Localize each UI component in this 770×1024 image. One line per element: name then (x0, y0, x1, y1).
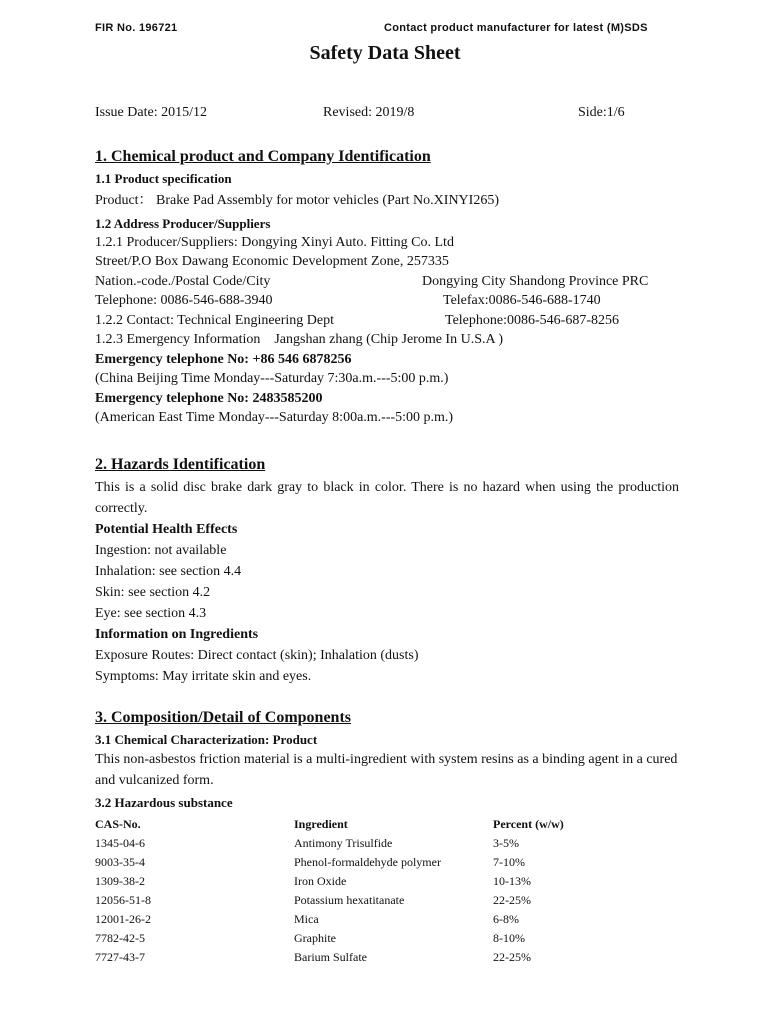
document-title: Safety Data Sheet (309, 42, 461, 64)
section-2 (95, 455, 679, 687)
ingredient-cell: Barium Sulfate (294, 950, 367, 964)
percent-cell: 22-25% (493, 950, 531, 964)
contact-line: 1.2.2 Contact: Technical Engineering Dept (95, 312, 335, 328)
column-header-cas: CAS-No. (95, 817, 141, 831)
product-line: Product： Brake Pad Assembly for motor vehicles (Part No.XINYI265) (95, 193, 499, 208)
percent-cell: 8-10% (493, 931, 525, 945)
cas-cell: 12001-26-2 (95, 912, 151, 926)
table-row (95, 948, 564, 967)
producer-line: 1.2.1 Producer/Suppliers: Dongying Xinyi Auto. Fitting Co. Ltd (95, 234, 454, 250)
cas-cell: 1345-04-6 (95, 836, 145, 850)
emergency-hours-1: (China Beijing Time Monday---Saturday 7:30a.m.---5:00 p.m.) (95, 371, 449, 386)
column-header-ingredient: Ingredient (294, 817, 348, 831)
percent-cell: 10-13% (493, 874, 531, 888)
skin-line: Skin: see section 4.2 (95, 585, 211, 600)
percent-cell: 7-10% (493, 855, 525, 869)
table-row (95, 834, 564, 853)
issue-date: Issue Date: 2015/12 (95, 105, 207, 120)
ingredient-cell: Mica (294, 912, 319, 926)
cas-cell: 12056-51-8 (95, 893, 151, 907)
fir-number: FIR No. 196721 (95, 22, 178, 34)
telefax-line: Telefax:0086-546-688-1740 (443, 293, 601, 308)
table-row (95, 891, 564, 910)
inhalation-line: Inhalation: see section 4.4 (95, 564, 242, 579)
section-3 (95, 708, 679, 967)
nation-label: Nation.-code./Postal Code/City (95, 273, 271, 289)
section-2-heading: 2. Hazards Identification (95, 456, 266, 473)
composition-description: This non-asbestos friction material is a multi-ingredient with system resins as a binding agent in a cured and vulcanized form. (95, 752, 678, 788)
cas-cell: 1309-38-2 (95, 874, 145, 888)
eye-line: Eye: see section 4.3 (95, 606, 207, 621)
table-row (95, 910, 564, 929)
city-value: Dongying City Shandong Province PRC (422, 273, 649, 289)
hazard-intro: This is a solid disc brake dark gray to black in color. There is no hazard when using the production correctly. (95, 480, 679, 516)
emergency-info-line: 1.2.3 Emergency Information Jangshan zhang (Chip Jerome In U.S.A ) (95, 332, 503, 347)
contact-note: Contact product manufacturer for latest (M)SDS (384, 22, 648, 34)
table-header-row (95, 815, 564, 834)
percent-cell: 3-5% (493, 836, 519, 850)
ingredients-info-heading: Information on Ingredients (95, 627, 259, 642)
ingredient-cell: Phenol-formaldehyde polymer (294, 855, 441, 869)
section-3-heading: 3. Composition/Detail of Components (95, 709, 352, 726)
health-effects-heading: Potential Health Effects (95, 522, 238, 537)
ingredient-cell: Antimony Trisulfide (294, 836, 393, 850)
address-heading: 1.2 Address Producer/Suppliers (95, 215, 271, 231)
substance-table (95, 815, 564, 967)
ingestion-line: Ingestion: not available (95, 543, 227, 558)
revised-date: Revised: 2019/8 (323, 105, 415, 120)
cas-cell: 7727-43-7 (95, 950, 145, 964)
ingredient-cell: Potassium hexatitanate (294, 893, 405, 907)
telephone-line: Telephone: 0086-546-688-3940 (95, 293, 273, 308)
contact-phone: Telephone:0086-546-687-8256 (445, 312, 619, 328)
table-row (95, 872, 564, 891)
exposure-routes-line: Exposure Routes: Direct contact (skin); Inhalation (dusts) (95, 648, 419, 663)
section-1 (95, 147, 679, 428)
symptoms-line: Symptoms: May irritate skin and eyes. (95, 669, 312, 684)
ingredient-cell: Iron Oxide (294, 874, 347, 888)
emergency-phone-1: Emergency telephone No: +86 546 6878256 (95, 351, 352, 367)
emergency-hours-2: (American East Time Monday---Saturday 8:00a.m.---5:00 p.m.) (95, 410, 454, 425)
cas-cell: 9003-35-4 (95, 855, 145, 869)
percent-cell: 6-8% (493, 912, 519, 926)
street-line: Street/P.O Box Dawang Economic Development Zone, 257335 (95, 254, 449, 269)
percent-cell: 22-25% (493, 893, 531, 907)
product-spec-heading: 1.1 Product specification (95, 171, 232, 186)
column-header-percent: Percent (w/w) (493, 817, 564, 831)
section-1-heading: 1. Chemical product and Company Identification (95, 148, 431, 165)
emergency-phone-2: Emergency telephone No: 2483585200 (95, 390, 323, 406)
ingredient-cell: Graphite (294, 931, 336, 945)
hazardous-substance-heading: 3.2 Hazardous substance (95, 795, 233, 810)
chemical-characterization-heading: 3.1 Chemical Characterization: Product (95, 732, 318, 747)
cas-cell: 7782-42-5 (95, 931, 145, 945)
table-row (95, 853, 564, 872)
page-number: Side:1/6 (578, 105, 625, 120)
table-row (95, 929, 564, 948)
